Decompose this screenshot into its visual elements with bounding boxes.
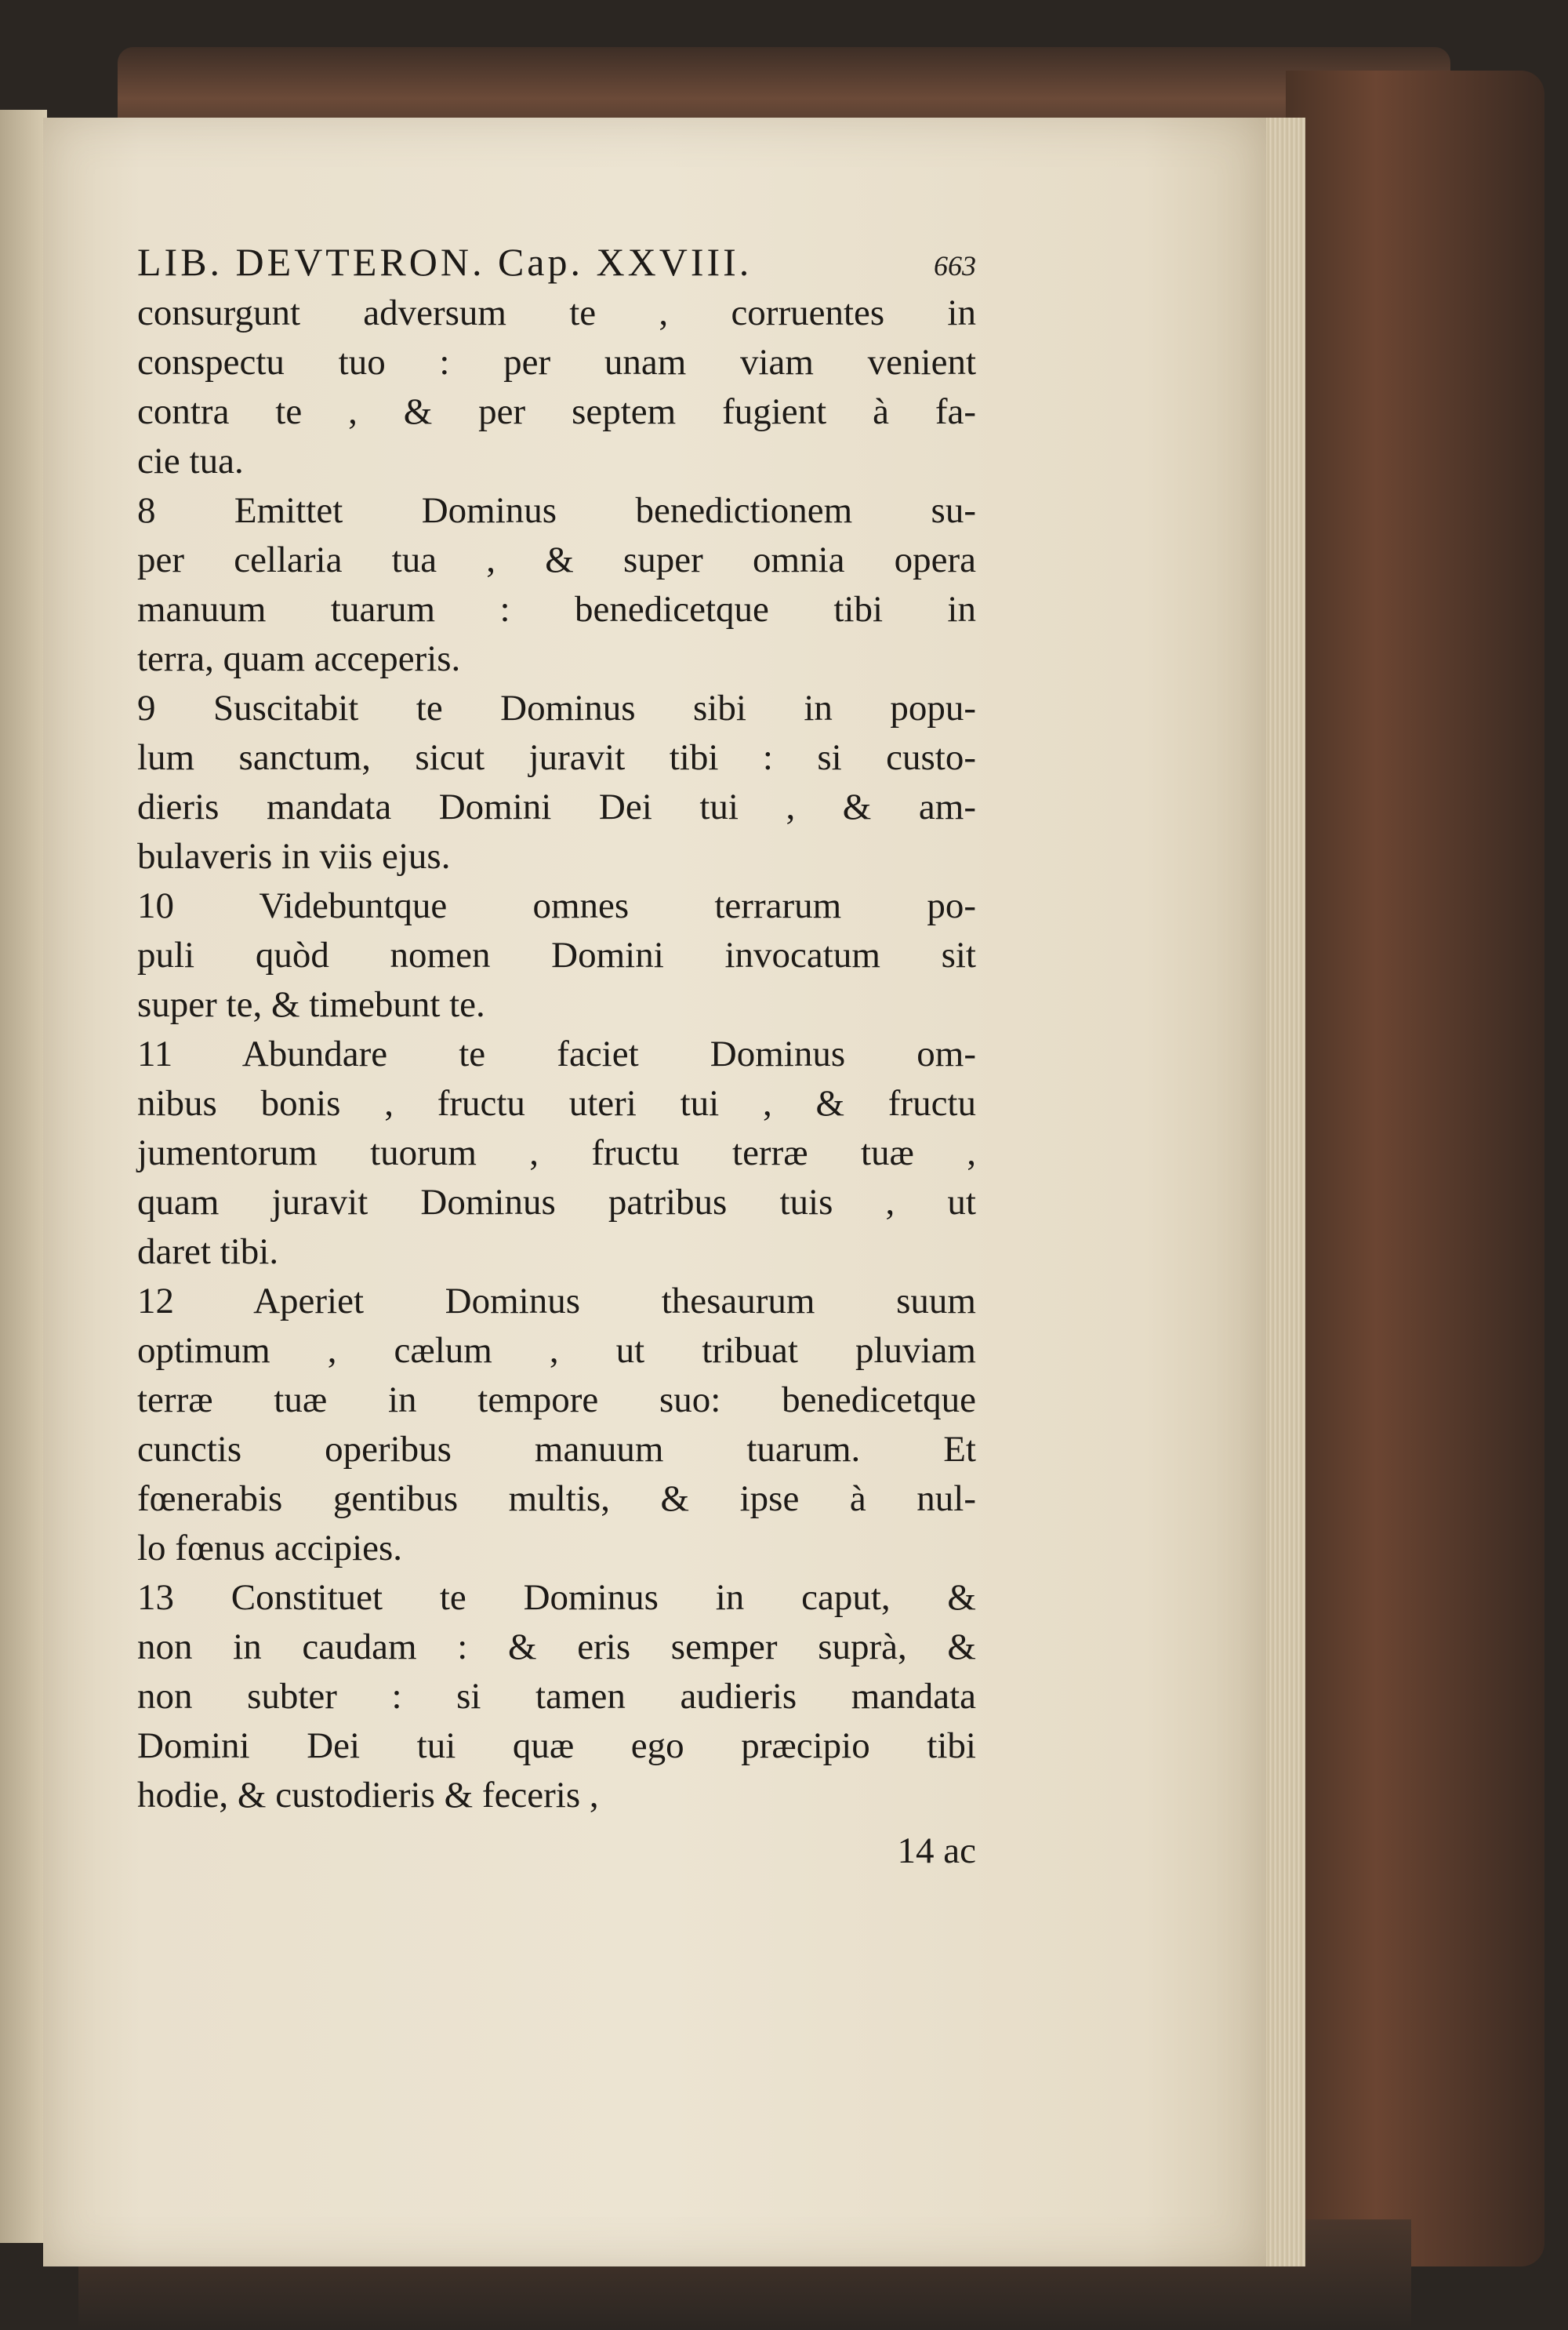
text-line: 13 Constituet te Dominus in caput, & [137,1577,976,1618]
catchword-line [137,1823,976,1878]
text-line: 8 Emittet Dominus benedictionem su- [137,490,976,531]
book-cover-right [1286,71,1544,2266]
page-text [137,235,976,1878]
text-line: per cellaria tua , & super omnia opera [137,540,976,580]
running-head: LIB. DEVTERON. Cap. XXVIII. [137,240,753,284]
text-line: super te, & timebunt te. [137,984,485,1025]
text-line: 10 Videbuntque omnes terrarum po- [137,885,976,926]
text-line: puli quòd nomen Domini invocatum sit [137,935,976,976]
text-line: dieris mandata Domini Dei tui , & am- [137,787,976,827]
text-line: hodie, & custodieris & feceris , [137,1775,599,1816]
text-line: lo fœnus accipies. [137,1528,403,1568]
text-line: terra, quam acceperis. [137,638,461,679]
text-line: terræ tuæ in tempore suo: benedicetque [137,1379,976,1420]
catchword: 14 ac [897,1830,976,1871]
page-header [137,235,976,289]
text-line: consurgunt adversum te , corruentes in [137,293,976,333]
text-line: bulaveris in viis ejus. [137,836,451,877]
text-line: quam juravit Dominus patribus tuis , ut [137,1182,976,1223]
text-line: non in caudam : & eris semper suprà, & [137,1627,976,1667]
text-line: cie tua. [137,441,244,482]
text-line: 11 Abundare te faciet Dominus om- [137,1034,976,1074]
text-line: daret tibi. [137,1231,279,1272]
text-line: 9 Suscitabit te Dominus sibi in popu- [137,688,976,729]
text-line: cunctis operibus manuum tuarum. Et [137,1429,976,1470]
text-line: optimum , cælum , ut tribuat pluviam [137,1330,976,1371]
text-line: 12 Aperiet Dominus thesaurum suum [137,1281,976,1321]
text-line: non subter : si tamen audieris mandata [137,1676,976,1717]
text-line: nibus bonis , fructu uteri tui , & fructu [137,1083,976,1124]
text-line: conspectu tuo : per unam viam venient [137,342,976,383]
page-number: 663 [934,250,976,282]
text-line: fœnerabis gentibus multis, & ipse à nul- [137,1478,976,1519]
text-line: Domini Dei tui quæ ego præcipio tibi [137,1725,976,1766]
text-line: jumentorum tuorum , fructu terræ tuæ , [137,1132,976,1173]
text-line: contra te , & per septem fugient à fa- [137,391,976,432]
text-line: lum sanctum, sicut juravit tibi : si custo- [137,737,976,778]
text-line: manuum tuarum : benedicetque tibi in [137,589,976,630]
facing-page-edge [0,110,47,2243]
